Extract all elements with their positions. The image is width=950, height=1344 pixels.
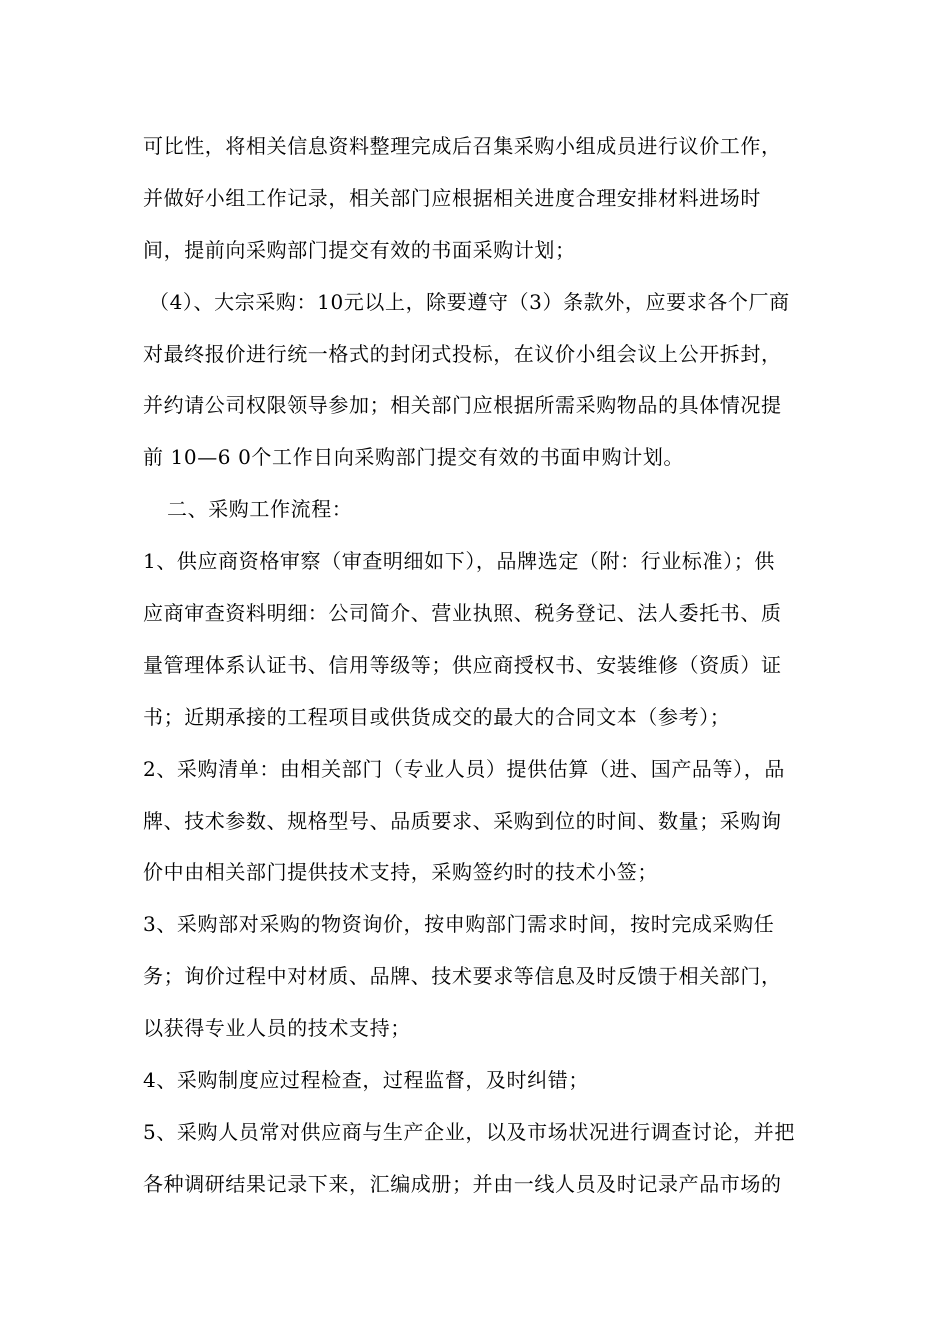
text-line: 可比性，将相关信息资料整理完成后召集采购小组成员进行议价工作， [143,134,782,158]
text-line: 间，提前向采购部门提交有效的书面采购计划； [143,237,576,262]
text-line: 3、采购部对采购的物资询价，按申购部门需求时间，按时完成采购任 [143,912,775,937]
text-line: （4）、大宗采购：10元以上，除要遵守（3）条款外，应要求各个厂商 [149,289,790,314]
text-line: 5、采购人员常对供应商与生产企业，以及市场状况进行调查讨论，并把 [143,1119,795,1144]
text-line: 以获得专业人员的技术支持； [143,1016,411,1041]
body-text [143,121,823,1211]
text-line: 书；近期承接的工程项目或供货成交的最大的合同文本（参考）； [143,704,731,729]
text-line: 量管理体系认证书、信用等级等；供应商授权书、安装维修（资质）证 [143,652,782,677]
text-line: 应商审查资料明细：公司简介、营业执照、税务登记、法人委托书、质 [143,601,782,626]
text-line: 并做好小组工作记录，相关部门应根据相关进度合理安排材料进场时 [143,185,761,210]
text-line: 4、采购制度应过程检查，过程监督，及时纠错； [143,1068,589,1093]
text-line: 并约请公司权限领导参加；相关部门应根据所需采购物品的具体情况提 [143,393,782,418]
text-line: 前 10—6 0个工作日向采购部门提交有效的书面申购计划。 [143,445,685,470]
text-line: 对最终报价进行统一格式的封闭式投标，在议价小组会议上公开拆封， [143,341,782,366]
text-line: 务；询价过程中对材质、品牌、技术要求等信息及时反馈于相关部门， [143,964,782,989]
text-line: 价中由相关部门提供技术支持，采购签约时的技术小签； [143,860,658,885]
text-line: 牌、技术参数、规格型号、品质要求、采购到位的时间、数量；采购询 [143,808,782,833]
text-line: 各种调研结果记录下来，汇编成册；并由一线人员及时记录产品市场的 [143,1171,782,1196]
section-heading: 二、采购工作流程： [167,497,353,522]
text-line: 1、供应商资格审察（审查明细如下），品牌选定（附：行业标准）；供 [143,549,775,574]
text-line: 2、采购清单：由相关部门（专业人员）提供估算（进、国产品等），品 [143,756,785,781]
